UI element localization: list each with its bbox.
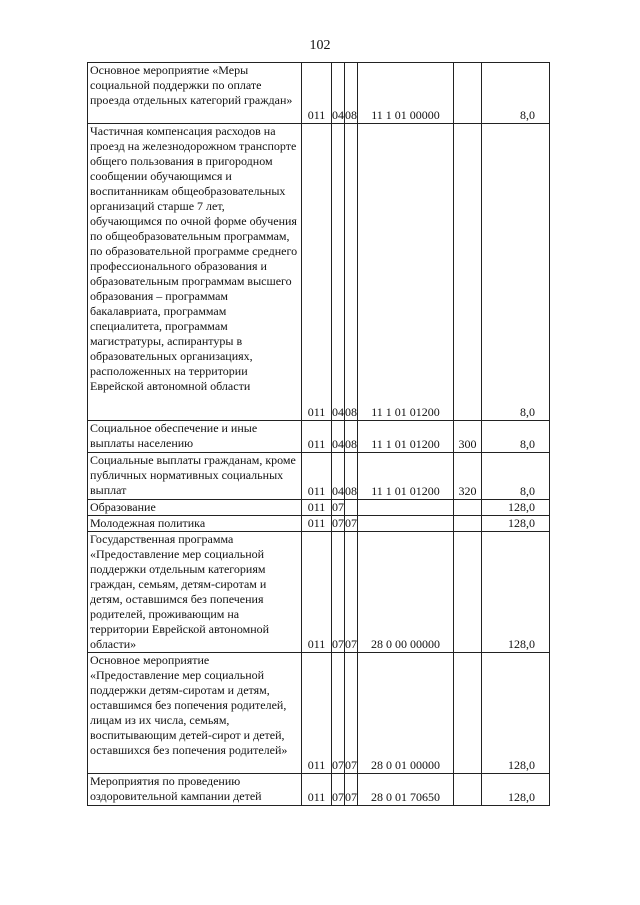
table-row [88, 453, 550, 500]
row-grbs: 011 [302, 421, 332, 453]
row-rz: 07 [332, 500, 344, 514]
row-name: Частичная компенсация расходов на проезд на железнодорожном транспорте общего пользования в пригородном сообщении обучающимся и воспитанникам общеобразовательных организаций старше 7 лет, обучающимся по очной форме обучения по общеобразовательным программам, по образовательной программе среднего профессионального образования и образовательным программам высшего образования – программам бакалавриата, программам специалитета, программам магистратуры, аспирантуры в образовательных организациях, расположенных на территории Еврейской автономной области [88, 124, 302, 421]
row-rz: 04 [332, 124, 345, 421]
row-sum: 128,0 [482, 500, 550, 516]
row-name: Основное мероприятие «Меры социальной поддержки по оплате проезда отдельных категорий граждан» [88, 63, 302, 124]
table-row [88, 500, 550, 516]
row-sum: 8,0 [482, 453, 550, 500]
row-pr: 07 [345, 516, 357, 530]
row-rz: 04 [332, 63, 345, 124]
row-name: Государственная программа «Предоставление мер социальной поддержки отдельным категориям граждан, семьям, детям-сиротам и детям, оставшимся без попечения родителей, проживающим на территории Еврейской автономной области» [88, 532, 302, 653]
table-row [88, 532, 550, 653]
row-rz: 04 [332, 421, 345, 453]
row-vr: 300 [454, 421, 482, 453]
row-csr: 11 1 01 01200 [358, 421, 454, 453]
budget-table [87, 62, 550, 806]
row-csr: 11 1 01 01200 [358, 124, 454, 421]
row-vr [454, 124, 482, 421]
row-name: Социальные выплаты гражданам, кроме публичных нормативных социальных выплат [88, 453, 302, 500]
row-pr: 08 [345, 63, 358, 124]
row-rz: 07 [332, 516, 344, 530]
table-row [88, 63, 550, 124]
row-grbs: 011 [302, 500, 332, 516]
row-sum: 8,0 [482, 421, 550, 453]
row-csr: 11 1 01 01200 [358, 453, 454, 500]
row-vr [454, 500, 482, 516]
row-vr [454, 774, 482, 806]
row-csr: 28 0 01 00000 [358, 653, 454, 774]
table-row [88, 653, 550, 774]
row-pr [345, 500, 358, 516]
row-grbs: 011 [302, 124, 332, 421]
row-name: Социальное обеспечение и иные выплаты населению [88, 421, 302, 453]
row-name: Молодежная политика [88, 516, 302, 532]
row-csr [358, 500, 454, 516]
row-name: Основное мероприятие «Предоставление мер социальной поддержки детям-сиротам и детям, оставшимся без попечения родителей, лицам из их числа, семьям, воспитывающим детей-сирот и детей, оставшихся без попечения родителей» [88, 653, 302, 774]
row-vr [454, 653, 482, 774]
row-csr: 11 1 01 00000 [358, 63, 454, 124]
row-grbs: 011 [302, 653, 332, 774]
row-grbs: 011 [302, 516, 332, 532]
row-vr [454, 516, 482, 532]
row-csr: 28 0 00 00000 [358, 532, 454, 653]
row-pr: 07 [345, 653, 358, 774]
row-grbs: 011 [302, 532, 332, 653]
row-grbs: 011 [302, 453, 332, 500]
table-row [88, 516, 550, 532]
row-name: Мероприятия по проведению оздоровительной кампании детей [88, 774, 302, 806]
table-row [88, 421, 550, 453]
row-sum: 8,0 [482, 124, 550, 421]
table-row [88, 124, 550, 421]
row-vr [454, 532, 482, 653]
row-vr: 320 [454, 453, 482, 500]
page-number: 102 [309, 38, 331, 53]
row-grbs: 011 [302, 63, 332, 124]
row-name: Образование [88, 500, 302, 516]
row-rz: 07 [332, 653, 345, 774]
row-sum: 128,0 [482, 516, 550, 532]
row-rz: 07 [332, 532, 345, 653]
row-vr [454, 63, 482, 124]
row-sum: 128,0 [482, 774, 550, 806]
table-row [88, 774, 550, 806]
row-rz: 04 [332, 453, 345, 500]
row-sum: 128,0 [482, 532, 550, 653]
row-pr: 07 [345, 532, 358, 653]
row-grbs: 011 [302, 774, 332, 806]
row-sum: 128,0 [482, 653, 550, 774]
row-pr: 08 [345, 124, 358, 421]
row-rz: 07 [332, 774, 345, 806]
row-csr: 28 0 01 70650 [358, 774, 454, 806]
row-pr: 08 [345, 421, 358, 453]
row-pr: 08 [345, 453, 358, 500]
row-csr [358, 516, 454, 532]
row-sum: 8,0 [482, 63, 550, 124]
row-pr: 07 [345, 774, 358, 806]
